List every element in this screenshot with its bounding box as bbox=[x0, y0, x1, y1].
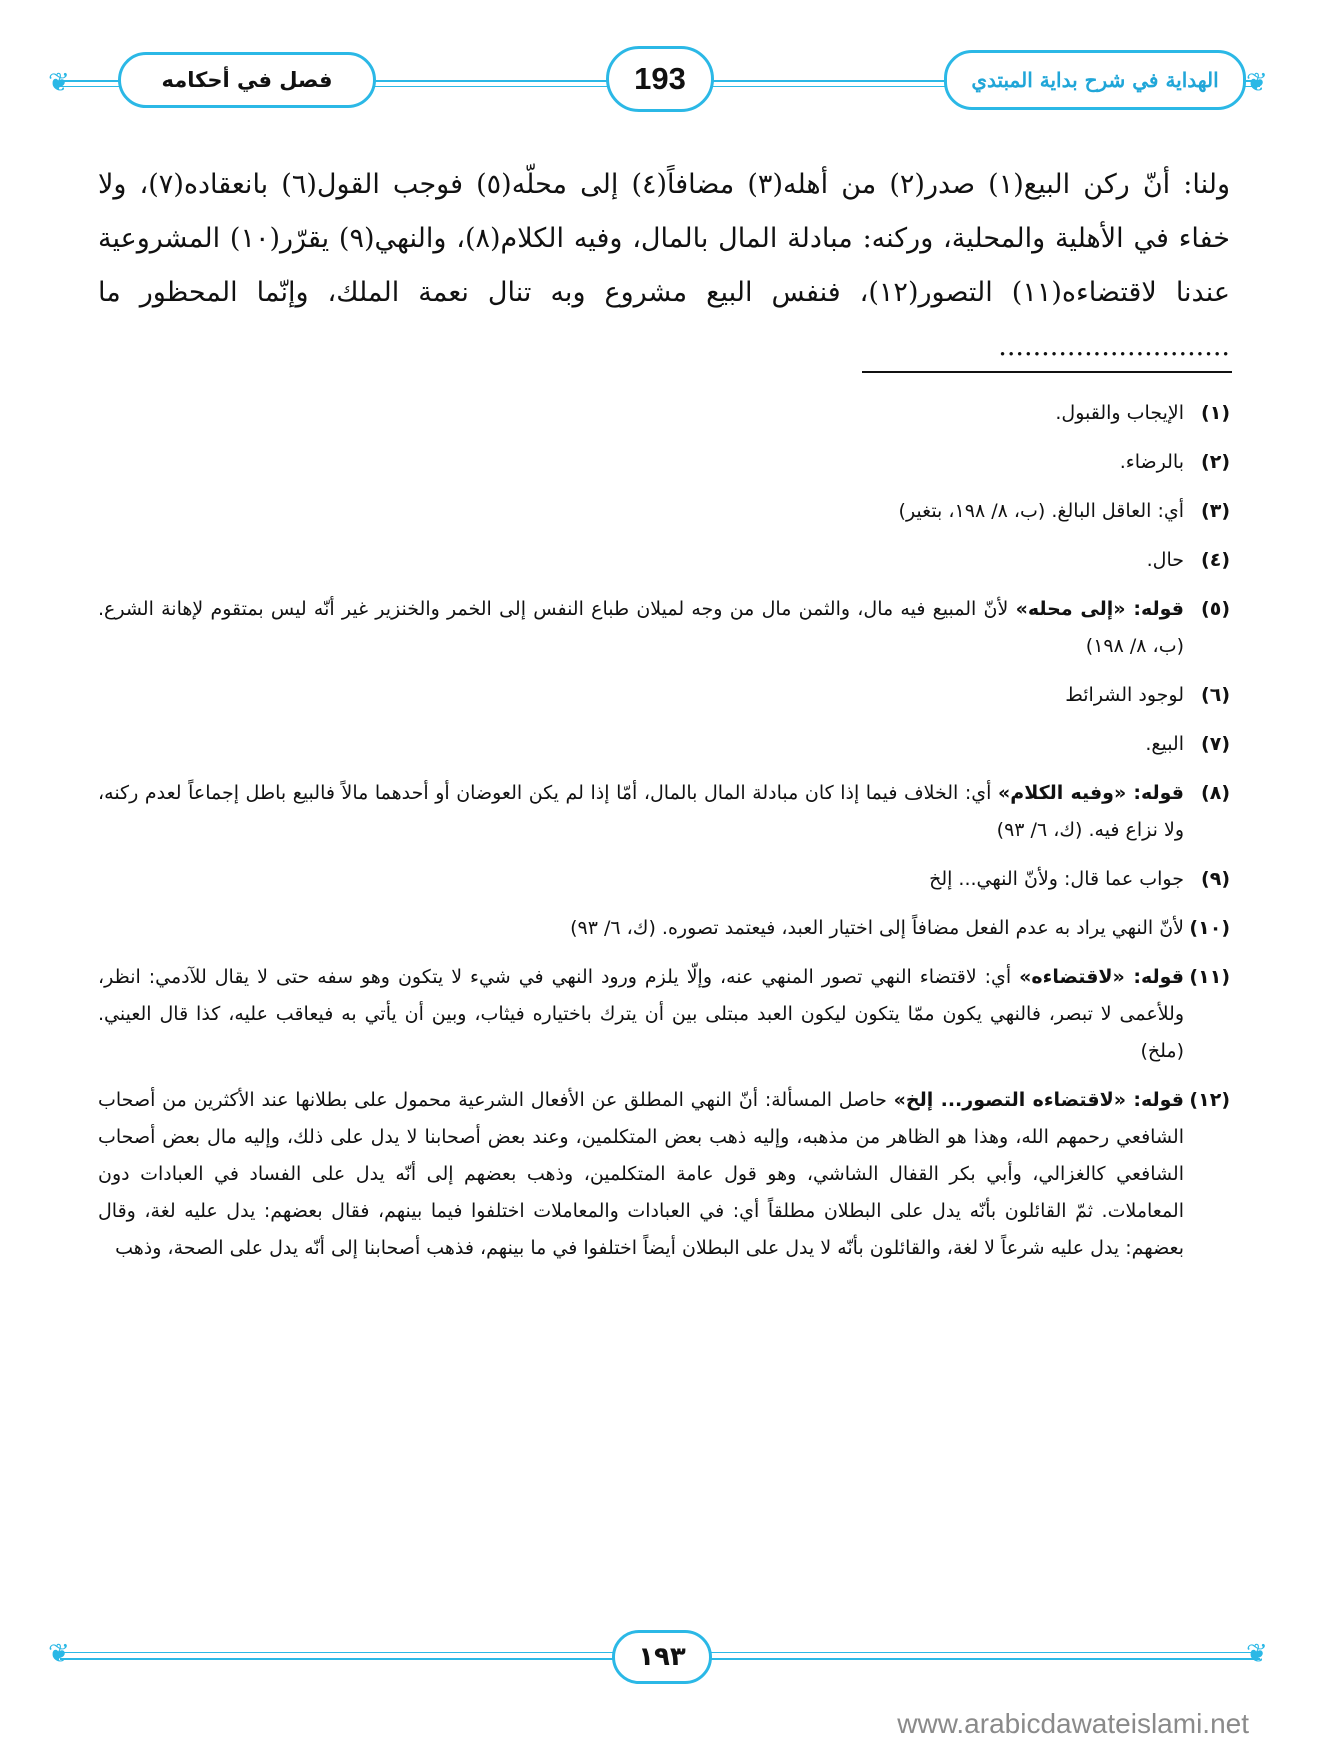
footnote-text: أي: العاقل البالغ. (ب، ٨/ ١٩٨، بتغير) bbox=[898, 500, 1184, 522]
footnote-number: (٣) bbox=[1201, 500, 1230, 522]
page-number-top: 193 bbox=[634, 61, 686, 96]
footnote-number: (٨) bbox=[1201, 782, 1230, 804]
main-paragraph: ولنا: أنّ ركن البيع(١) صدر(٢) من أهله(٣) مضافاً(٤) إلى محلّه(٥) فوجب القول(٦) بانعقاده(٧)، ولا خفاء في الأهلية والمحلية، وركنه: مبادلة المال بالمال، وفيه الكلام(٨)، والنهي(٩) يقرّر(١٠) المشروعية عندنا لاقتضاءه(١١) التصور(١٢)، فنفس البيع مشروع وبه تنال نعمة الملك، وإنّما المحظور ما ........................... bbox=[98, 169, 1230, 362]
footnote-number: (٦) bbox=[1201, 684, 1230, 706]
footer-left-ornament: ❦ bbox=[48, 1639, 70, 1669]
footnote-text: أي: الخلاف فيما إذا كان مبادلة المال بالمال، أمّا إذا لم يكن العوضان أو أحدهما مالاً فالبيع باطل إجماعاً لعدم ركنه، ولا نزاع فيه. (ك، ٦/ ٩٣) bbox=[98, 782, 1184, 841]
footnote-number: (٩) bbox=[1201, 868, 1230, 890]
footnote-4 bbox=[98, 542, 1230, 579]
footnote-number: (١١) bbox=[1189, 966, 1230, 988]
main-text-block bbox=[98, 158, 1230, 374]
book-title-cartouche bbox=[944, 50, 1246, 110]
footnote-2 bbox=[98, 444, 1230, 481]
footnote-keyword: قوله: «لاقتضاءه التصور... إلخ» bbox=[893, 1089, 1184, 1111]
footnote-text: بالرضاء. bbox=[1119, 451, 1184, 473]
footnote-10 bbox=[98, 910, 1230, 947]
footnote-keyword: قوله: «وفيه الكلام» bbox=[998, 782, 1184, 804]
footnote-number: (٧) bbox=[1201, 733, 1230, 755]
footer-right-ornament: ❦ bbox=[1246, 1639, 1268, 1669]
footnote-text: لأنّ النهي يراد به عدم الفعل مضافاً إلى اختيار العبد، فيعتمد تصوره. (ك، ٦/ ٩٣) bbox=[570, 917, 1184, 939]
chapter-title: فصل في أحكامه bbox=[161, 68, 333, 92]
footnote-8 bbox=[98, 775, 1230, 849]
footnote-text: الإيجاب والقبول. bbox=[1055, 402, 1184, 424]
footnote-number: (٢) bbox=[1201, 451, 1230, 473]
footnote-text: أي: لاقتضاء النهي تصور المنهي عنه، وإلّا يلزم ورود النهي في شيء لا يتكون وهو سفه حتى لا يقال للآدمي: انظر، وللأعمى لا تبصر، فالنهي يكون ممّا يتكون ليكون العبد مبتلى بين أن يترك باختياره فيثاب، وبين أن يأتي به فيعاقب عليه، كذا قال العيني. (ملخ) bbox=[98, 966, 1184, 1062]
footnote-number: (١٢) bbox=[1189, 1089, 1230, 1111]
book-title-logo: الهداية في شرح بداية المبتدي bbox=[971, 68, 1219, 92]
footnote-number: (٤) bbox=[1201, 549, 1230, 571]
chapter-title-cartouche bbox=[118, 52, 376, 108]
footnote-text: حال. bbox=[1146, 549, 1184, 571]
footnote-number: (١٠) bbox=[1189, 917, 1230, 939]
footnote-keyword: قوله: «لاقتضاءه» bbox=[1019, 966, 1184, 988]
page-number-cartouche bbox=[606, 46, 714, 112]
footnote-text: لأنّ المبيع فيه مال، والثمن مال من وجه لميلان طباع النفس إلى الخمر والخنزير غير أنّه ليس بمتقوم لإهانة الشرع. (ب، ٨/ ١٩٨) bbox=[98, 598, 1184, 657]
header-left-ornament: ❦ bbox=[48, 68, 70, 98]
footnote-12 bbox=[98, 1082, 1230, 1267]
footnote-7 bbox=[98, 726, 1230, 763]
footnote-number: (٥) bbox=[1201, 598, 1230, 620]
page-number-bottom: ١٩٣ bbox=[638, 1642, 686, 1672]
footnote-11 bbox=[98, 959, 1230, 1070]
footnote-number: (١) bbox=[1201, 402, 1230, 424]
header-right-ornament: ❦ bbox=[1246, 68, 1268, 98]
website-watermark: www.arabicdawateislami.net bbox=[897, 1708, 1249, 1739]
footnote-5 bbox=[98, 591, 1230, 665]
footnote-separator bbox=[862, 371, 1232, 373]
footnote-text: جواب عما قال: ولأنّ النهي... إلخ bbox=[929, 868, 1184, 890]
footnote-1 bbox=[98, 395, 1230, 432]
footnotes-list bbox=[98, 395, 1230, 1279]
footer-page-number-cartouche bbox=[612, 1630, 712, 1684]
footnote-keyword: قوله: «إلى محله» bbox=[1015, 598, 1184, 620]
footnote-3 bbox=[98, 493, 1230, 530]
footnote-text: حاصل المسألة: أنّ النهي المطلق عن الأفعال الشرعية محمول على بطلانها عند الأكثرين من أصحاب الشافعي رحمهم الله، وهذا هو الظاهر من مذهبه، وإليه ذهب بعض المتكلمين، وعند بعض أصحابنا لا يدل على ذلك، وإليه مال بعض أصحاب الشافعي كالغزالي، وأبي بكر القفال الشاشي، وهو قول عامة المتكلمين، وذهب بعضهم إلى أنّه يدل على الفساد في العبادات دون المعاملات. ثمّ القائلون بأنّه يدل على البطلان مطلقاً أي: في العبادات والمعاملات اختلفوا فيما بينهم، فقال بعضهم: يدل عليه لغة، وقال بعضهم: يدل عليه شرعاً لا لغة، والقائلون بأنّه لا يدل على البطلان أيضاً اختلفوا في ما بينهم، فذهب أصحابنا إلى أنّه يدل على الصحة، وذهب bbox=[98, 1089, 1184, 1259]
footnote-6 bbox=[98, 677, 1230, 714]
footnote-9 bbox=[98, 861, 1230, 898]
footnote-text: البيع. bbox=[1145, 733, 1184, 755]
footnote-text: لوجود الشرائط bbox=[1065, 684, 1184, 706]
